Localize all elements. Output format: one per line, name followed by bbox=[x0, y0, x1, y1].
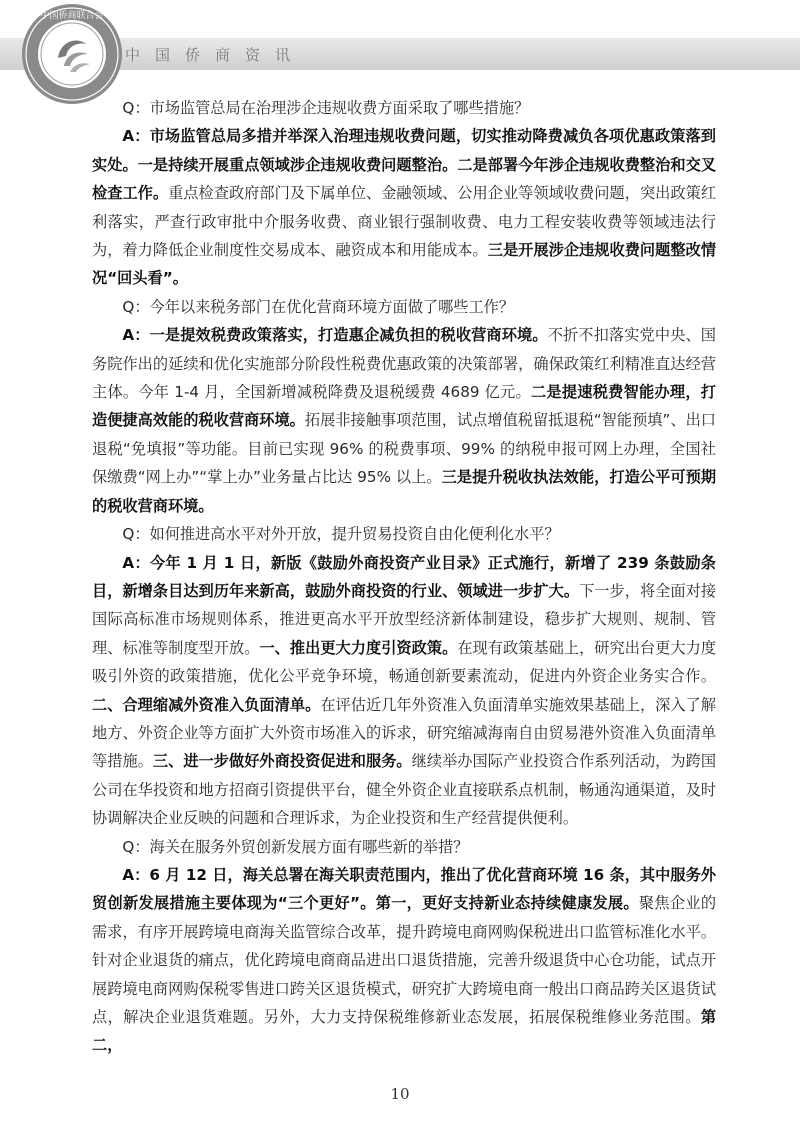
page-number: 10 bbox=[390, 1085, 410, 1103]
bold-text: 三是提升税收执法效能，打造公平可预期的税收营商环境。 bbox=[92, 468, 717, 515]
body-text: 不折不扣落实党中央、国务院作出的延续和优化实施部分阶段性税费优惠政策的决策部署，确保政策红利精准直达经营主体。今年 1-4 月，全国新增减税降费及退税缓费 4689 亿元。 bbox=[92, 326, 716, 402]
question-q4 bbox=[92, 833, 716, 861]
header-title: 中国侨商资讯 bbox=[125, 46, 306, 64]
body-text: 在评估近几年外资准入负面清单实施效果基础上，深入了解地方、外资企业等方面扩大外资市场准入的诉求，研究缩减海南自由贸易港外资准入负面清单等措施。 bbox=[92, 695, 717, 771]
body-text: Q：海关在服务外贸创新发展方面有哪些新的举措？ bbox=[122, 837, 469, 856]
question-q2 bbox=[92, 293, 716, 321]
body-text: Q：如何推进高水平对外开放，提升贸易投资自由化便利化水平？ bbox=[122, 525, 560, 544]
question-q3 bbox=[92, 520, 716, 548]
body-text: 聚焦企业的需求，有序开展跨境电商海关监管综合改革，提升跨境电商网购保税进出口监管标准化水平。针对企业退货的痛点，优化跨境电商商品进出口退货措施，完善升级退货中心仓功能，试点开展跨境电商网购保税零售进口跨关区退货模式，研究扩大跨境电商一般出口商品跨关区退货试点，解决企业退货难题。另外，大力支持保税维修新业态发展，拓展保税维修业务范围。 bbox=[92, 894, 716, 1026]
body-text: 继续举办国际产业投资合作系列活动，为跨国公司在华投资和地方招商引资提供平台，健全外资企业直接联系点机制，畅通沟通渠道，及时协调解决企业反映的问题和合理诉求，为企业投资和生产经营提供便利。 bbox=[92, 752, 717, 828]
bold-text: 二是提速税费智能办理，打造便捷高效能的税收营商环境。 bbox=[92, 383, 716, 430]
bold-text: 一、推出更大力度引资政策。 bbox=[259, 638, 458, 657]
body-text: 下一步，将全面对接国际高标准市场规则体系，推进更高水平开放型经济新体制建设，稳步扩大规则、规制、管理、标准等制度型开放。 bbox=[92, 581, 717, 657]
body-text: 拓展非接触事项范围，试点增值税留抵退税“智能预填”、出口退税“免填报”等功能。目前已实现 96% 的税费事项、99% 的纳税申报可网上办理，全国社保缴费“网上办”“掌上办”业务量占比达 95% 以上。 bbox=[92, 411, 716, 487]
bold-text: 三是开展涉企违规收费问题整改情况“回头看”。 bbox=[92, 241, 717, 288]
org-logo bbox=[20, 2, 124, 106]
bold-text: 三、进一步做好外商投资促进和服务。 bbox=[152, 752, 412, 771]
answer-a1 bbox=[92, 122, 716, 292]
bold-text: 第二， bbox=[92, 1008, 716, 1055]
body-text: Q：今年以来税务部门在优化营商环境方面做了哪些工作？ bbox=[122, 297, 515, 316]
bold-text: A：今年 1 月 1 日，新版《鼓励外商投资产业目录》正式施行，新增了 239 条鼓励条目，新增条目达到历年来新高，鼓励外商投资的行业、领域进一步扩大。 bbox=[92, 553, 716, 600]
answer-a4 bbox=[92, 861, 716, 1060]
bold-text: A：市场监管总局多措并举深入治理违规收费问题，切实推动降费减负各项优惠政策落到实处。一是持续开展重点领域涉企违规收费问题整治。二是部署今年涉企违规收费整治和交叉检查工作。 bbox=[92, 127, 716, 203]
svg-text:中国侨商联合会: 中国侨商联合会 bbox=[40, 11, 104, 21]
question-q1 bbox=[92, 94, 716, 122]
body-text: 重点检查政府部门及下属单位、金融领域、公用企业等领域收费问题，突出政策红利落实，严查行政审批中介服务收费、商业银行强制收费、电力工程安装收费等领域违法行为，着力降低企业制度性交易成本、融资成本和用能成本。 bbox=[92, 184, 717, 260]
bold-text: 二、合理缩减外资准入负面清单。 bbox=[92, 695, 321, 714]
body-text: 在现有政策基础上，研究出台更大力度吸引外资的政策措施，优化公平竞争环境，畅通创新要素流动，促进内外资企业务实合作。 bbox=[92, 638, 717, 686]
answer-a2 bbox=[92, 321, 716, 520]
answer-a3 bbox=[92, 549, 716, 833]
article-body bbox=[92, 94, 716, 1060]
body-text: Q：市场监管总局在治理涉企违规收费方面采取了哪些措施？ bbox=[122, 99, 530, 117]
bold-text: A：6 月 12 日，海关总署在海关职责范围内，推出了优化营商环境 16 条，其中服务外贸创新发展措施主要体现为“三个更好”。第一，更好支持新业态持续健康发展。 bbox=[92, 865, 716, 913]
bold-text: A：一是提效税费政策落实，打造惠企减负担的税收营商环境。 bbox=[122, 326, 548, 345]
